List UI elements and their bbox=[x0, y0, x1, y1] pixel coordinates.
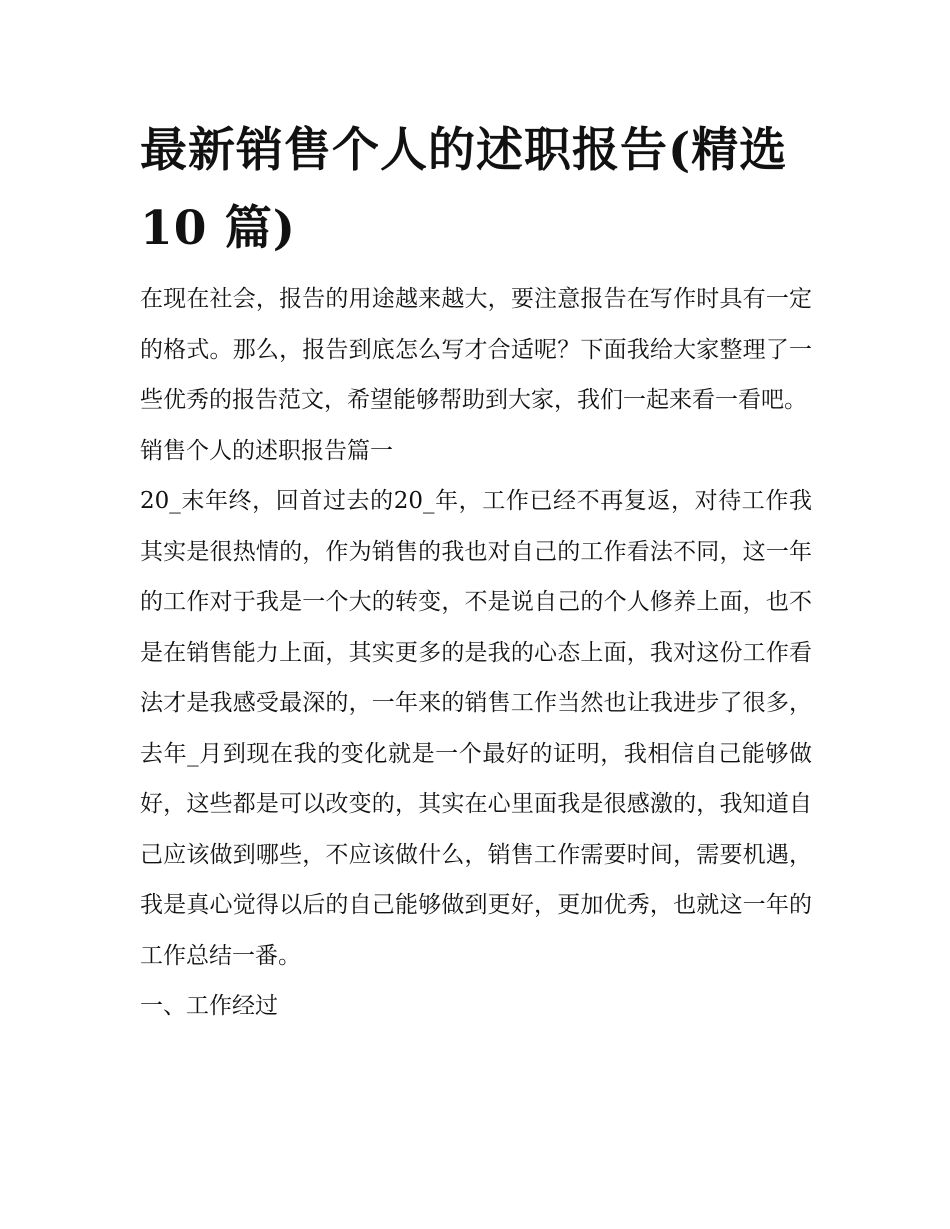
intro-paragraph: 在现在社会，报告的用途越来越大，要注意报告在写作时具有一定的格式。那么，报告到底怎么写才合适呢？下面我给大家整理了一些优秀的报告范文，希望能够帮助到大家，我们一起来看一看吧。 bbox=[140, 286, 812, 413]
document-title: 最新销售个人的述职报告(精选 10 篇) bbox=[140, 123, 788, 256]
body-paragraph: 20_末年终，回首过去的20_年，工作已经不再复返，对待工作我其实是很热情的，作为销售的我也对自己的工作看法不同，这一年的工作对于我是一个大的转变，不是说自己的个人修养上面，也不是在销售能力上面，其实更多的是我的心态上面，我对这份工作看法才是我感受最深的，一年来的销售工作当然也让我进步了很多，去年_月到现在我的变化就是一个最好的证明，我相信自己能够做好，这些都是可以改变的，其实在心里面我是很感激的，我知道自己应该做到哪些，不应该做什么，销售工作需要时间，需要机遇，我是真心觉得以后的自己能够做到更好，更加优秀，也就这一年的工作总结一番。 bbox=[140, 488, 812, 969]
section-title: 销售个人的述职报告篇一 bbox=[140, 437, 393, 464]
subheading: 一、工作经过 bbox=[140, 993, 278, 1019]
document-page bbox=[140, 112, 812, 1032]
